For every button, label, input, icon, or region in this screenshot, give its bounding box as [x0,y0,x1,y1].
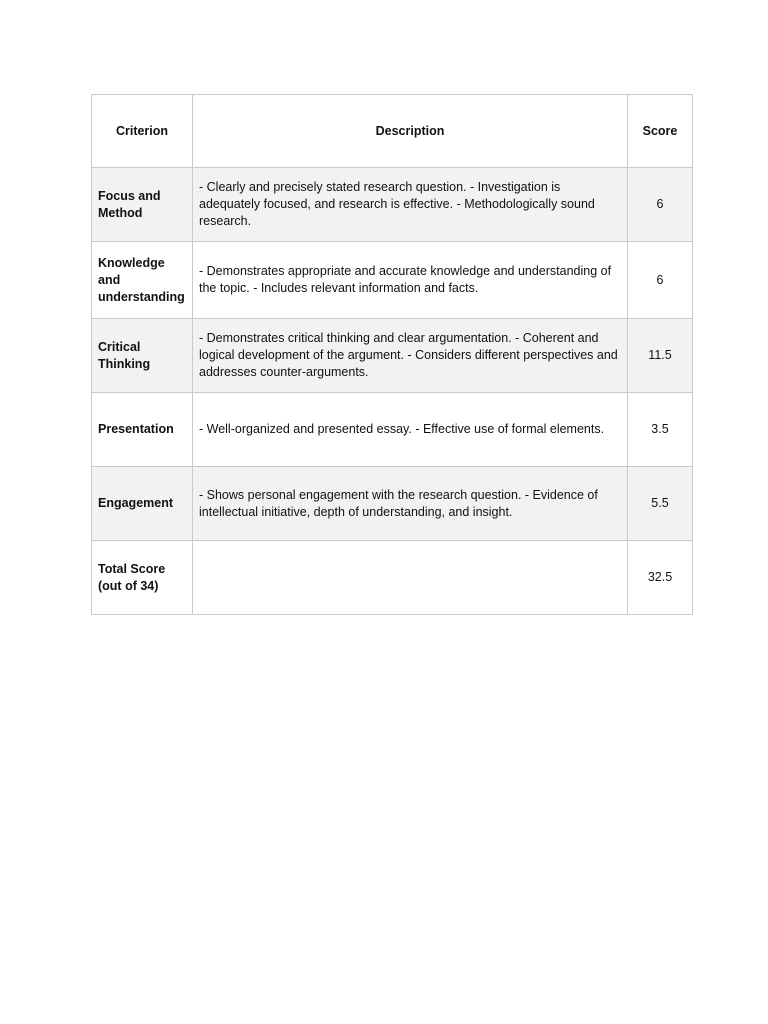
description-cell: - Well-organized and presented essay. - Effective use of formal elements. [193,393,628,467]
table-row [92,393,693,467]
table-row [92,168,693,242]
criterion-cell: Knowledge and understanding [92,242,193,319]
description-cell: - Clearly and precisely stated research question. - Investigation is adequately focused, and research is effective. - Methodologically sound research. [193,168,628,242]
header-criterion: Criterion [92,95,193,168]
criterion-cell: Critical Thinking [92,319,193,393]
score-cell: 5.5 [628,467,693,541]
table-row [92,242,693,319]
criterion-cell: Focus and Method [92,168,193,242]
score-cell: 11.5 [628,319,693,393]
total-label-cell: Total Score (out of 34) [92,541,193,615]
header-description: Description [193,95,628,168]
total-description-cell [193,541,628,615]
total-row [92,541,693,615]
description-cell: - Shows personal engagement with the research question. - Evidence of intellectual initiative, depth of understanding, and insight. [193,467,628,541]
criterion-cell: Presentation [92,393,193,467]
table-row [92,467,693,541]
description-cell: - Demonstrates appropriate and accurate knowledge and understanding of the topic. - Includes relevant information and facts. [193,242,628,319]
header-score: Score [628,95,693,168]
table-header-row [92,95,693,168]
score-cell: 6 [628,242,693,319]
total-score-cell: 32.5 [628,541,693,615]
score-cell: 3.5 [628,393,693,467]
table-row [92,319,693,393]
criterion-cell: Engagement [92,467,193,541]
rubric-table [91,94,693,615]
score-cell: 6 [628,168,693,242]
description-cell: - Demonstrates critical thinking and clear argumentation. - Coherent and logical development of the argument. - Considers different perspectives and addresses counter-arguments. [193,319,628,393]
